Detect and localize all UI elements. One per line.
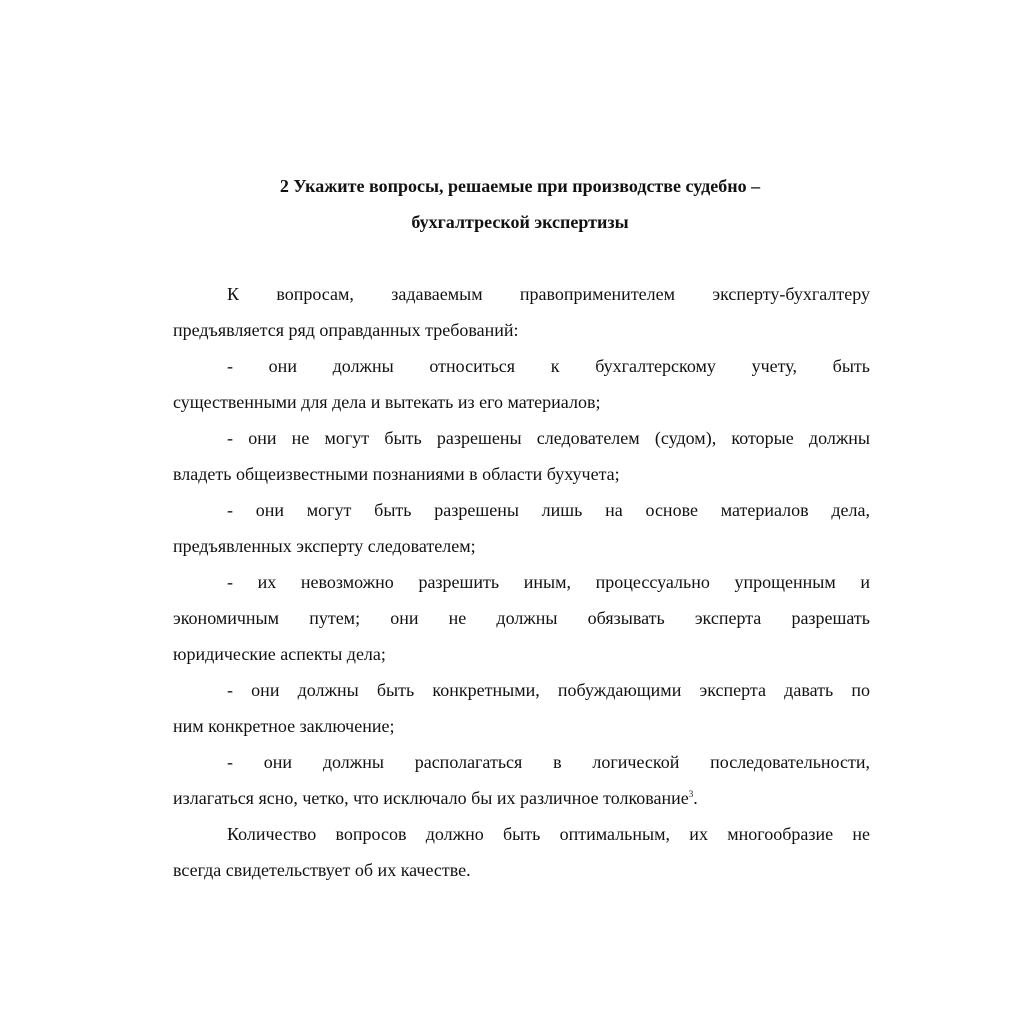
list-item-line: - они должны относиться к бухгалтерскому учету, быть bbox=[227, 356, 870, 376]
list-item-line: существенными для дела и вытекать из его материалов; bbox=[173, 392, 601, 412]
paragraph-line: Количество вопросов должно быть оптимальным, их многообразие не bbox=[227, 824, 870, 844]
heading-line-1: 2 Укажите вопросы, решаемые при производстве судебно – bbox=[279, 176, 761, 196]
list-item-line: - они должны располагаться в логической последовательности, bbox=[227, 752, 870, 772]
paragraph-line: предъявляется ряд оправданных требований: bbox=[173, 320, 519, 340]
list-item-line: - они могут быть разрешены лишь на основе материалов дела, bbox=[227, 500, 870, 520]
paragraph-line: К вопросам, задаваемым правоприменителем эксперту-бухгалтеру bbox=[227, 284, 870, 304]
list-item-text: излагаться ясно, четко, что исключало бы их различное толкование bbox=[173, 788, 689, 808]
footnote-reference: 3 bbox=[688, 789, 694, 799]
paragraph-line: всегда свидетельствует об их качестве. bbox=[173, 860, 471, 880]
list-item-line: ним конкретное заключение; bbox=[173, 716, 395, 736]
heading-line-2: бухгалтреской экспертизы bbox=[411, 212, 629, 232]
list-item-line: предъявленных эксперту следователем; bbox=[173, 536, 476, 556]
list-item-line: - они не могут быть разрешены следователем (судом), которые должны bbox=[227, 428, 870, 448]
list-item-line: - их невозможно разрешить иным, процессуально упрощенным и bbox=[227, 572, 870, 592]
list-item-line bbox=[173, 788, 870, 808]
list-item-line: - они должны быть конкретными, побуждающими эксперта давать по bbox=[227, 680, 870, 700]
list-item-line: владеть общеизвестными познаниями в области бухучета; bbox=[173, 464, 620, 484]
list-item-line: юридические аспекты дела; bbox=[173, 644, 386, 664]
sentence-end: . bbox=[693, 788, 698, 808]
list-item-line: экономичным путем; они не должны обязывать эксперта разрешать bbox=[173, 608, 870, 628]
